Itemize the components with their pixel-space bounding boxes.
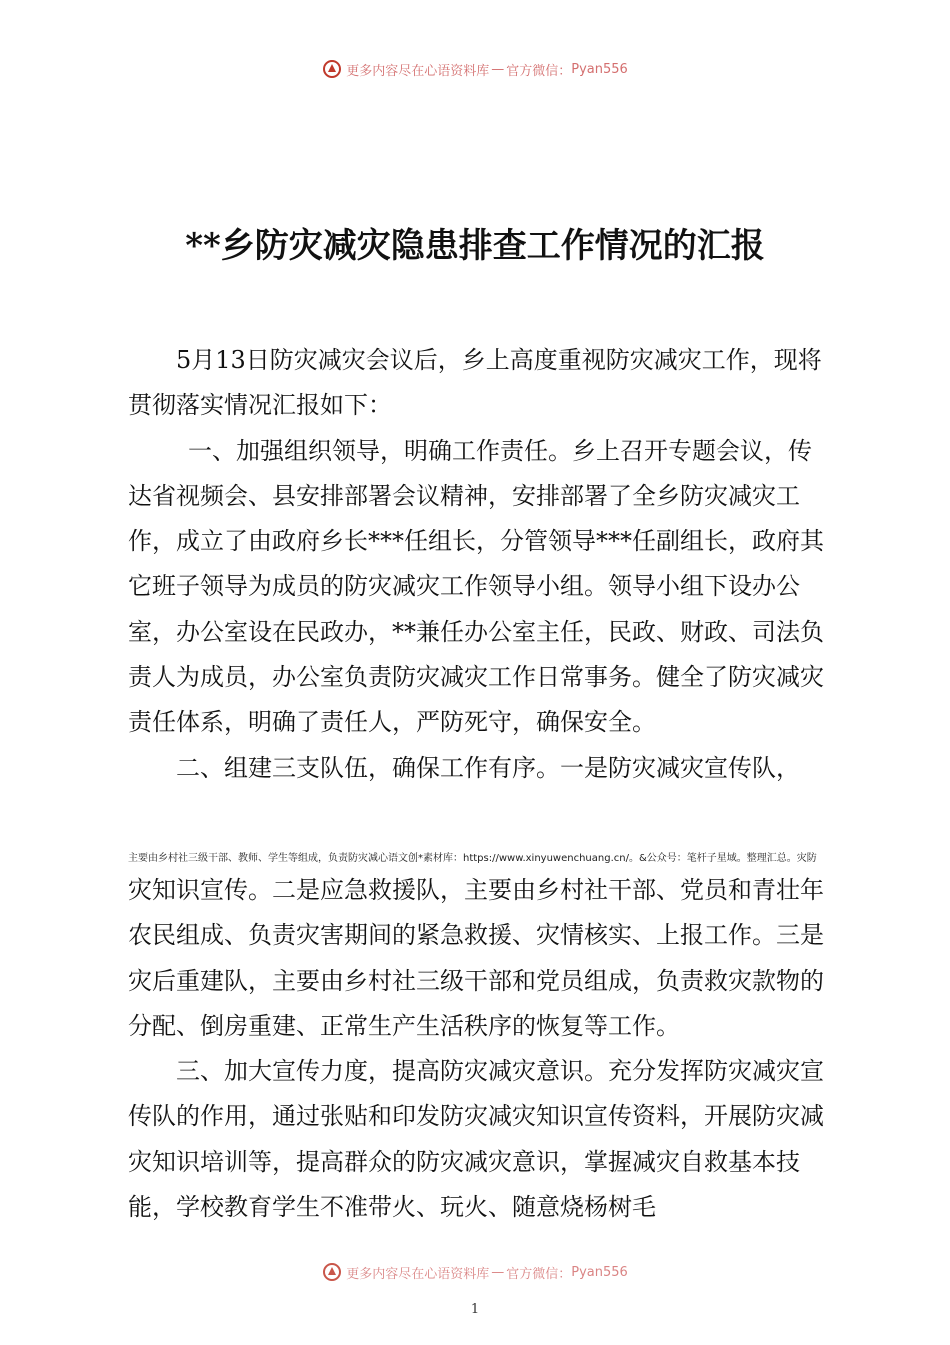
paragraph-section-2-continued: 灾知识宣传。二是应急救援队，主要由乡村社干部、党员和青壮年农民组成、负责灾害期间的紧急救援、灾情核实、上报工作。三是灾后重建队，主要由乡村社三级干部和党员组成，负责救灾款物的分配、倒房重建、正常生产生活秩序的恢复等工作。 (128, 876, 824, 1040)
watermark-text: 更多内容尽在心语资料库 (346, 63, 490, 79)
document-body (128, 338, 828, 791)
watermark-wechat-id: Pyan556 (571, 61, 628, 77)
watermark-text: 更多内容尽在心语资料库 (346, 1266, 490, 1282)
page-number: 1 (470, 1302, 480, 1317)
watermark-wechat-label: 官方微信： (506, 63, 572, 79)
document-body-continued (128, 868, 828, 1230)
watermark-separator: — (491, 61, 505, 77)
footnote-line: 主要由乡村社三级干部、教师、学生等组成，负责防灾减心语文创*素材库：https://www.xinyuwenchuang.cn/。&公众号：笔杆子星域。整理汇总。灾防 (128, 853, 817, 864)
paragraph-section-2: 二、组建三支队伍，确保工作有序。一是防灾减灾宣传队， (176, 753, 800, 782)
watermark-wechat-id: Pyan556 (571, 1264, 628, 1280)
watermark-wechat-label: 官方微信： (506, 1266, 572, 1282)
paragraph-intro: 5月13日防灾减灾会议后，乡上高度重视防灾减灾工作，现将贯彻落实情况汇报如下： (128, 346, 822, 420)
watermark-footer (0, 1258, 950, 1286)
watermark-header (0, 55, 950, 83)
logo-icon (322, 59, 342, 79)
watermark-separator: — (491, 1264, 505, 1280)
paragraph-section-1: 一、加强组织领导，明确工作责任。乡上召开专题会议，传达省视频会、县安排部署会议精神，安排部署了全乡防灾减灾工作，成立了由政府乡长***任组长，分管领导***任副组长，政府其它班子领导为成员的防灾减灾工作领导小组。领导小组下设办公室，办公室设在民政办，**兼任办公室主任，民政、财政、司法负责人为成员，办公室负责防灾减灾工作日常事务。健全了防灾减灾责任体系，明确了责任人，严防死守，确保安全。 (128, 436, 824, 737)
document-title: **乡防灾减灾隐患排查工作情况的汇报 (185, 226, 765, 266)
paragraph-section-3: 三、加大宣传力度，提高防灾减灾意识。充分发挥防灾减灾宣传队的作用，通过张贴和印发防灾减灾知识宣传资料，开展防灾减灾知识培训等，提高群众的防灾减灾意识，掌握减灾自救基本技能，学校教育学生不准带火、玩火、随意烧杨树毛 (128, 1057, 824, 1222)
logo-icon (322, 1262, 342, 1282)
